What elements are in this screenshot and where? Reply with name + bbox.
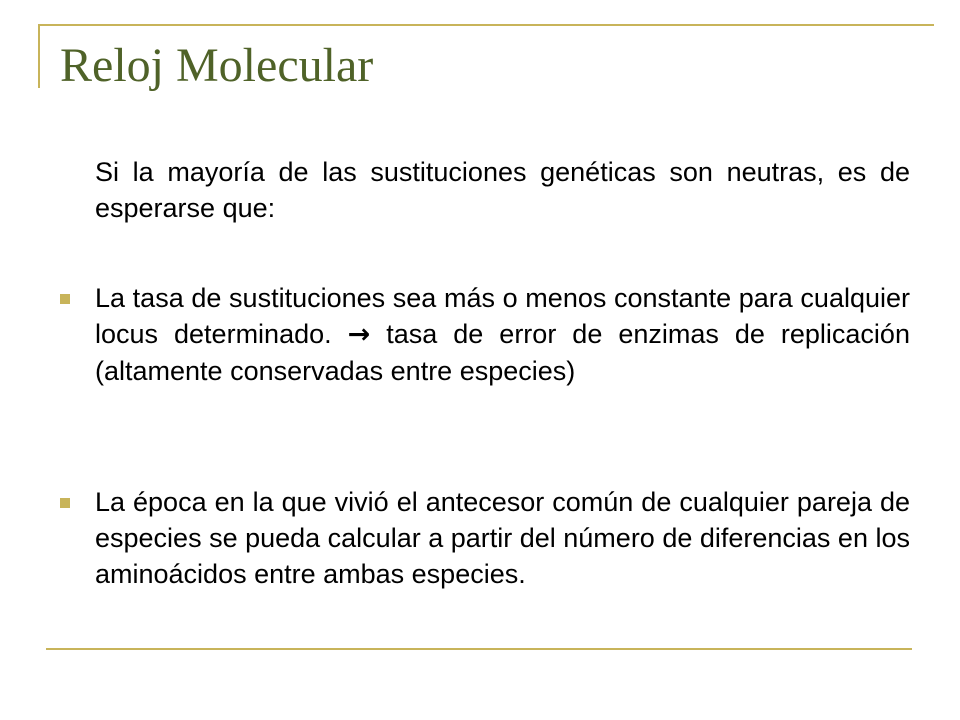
bullet-item [95,280,910,389]
frame-bottom-line [46,648,912,650]
bullet-text-continuation: tasa de error de enzimas de replicación (altamente conservadas entre especies) [95,319,910,386]
frame-left-line [38,24,40,88]
frame-top-line [38,24,934,26]
bullet-square-icon [60,498,70,508]
bullet-text: La tasa de sustituciones sea más o menos constante para cualquier locus determinado. [95,283,910,349]
bullet-square-icon [60,294,70,304]
slide-intro [95,154,910,226]
bullet-text: La época en la que vivió el antecesor común de cualquier pareja de especies se pueda calcular a partir del número de diferencias en los aminoácidos entre ambas especies. [95,487,910,589]
bullet-item [95,484,910,592]
slide-title: Reloj Molecular [60,39,374,92]
arrow-right-icon: → [347,319,371,350]
intro-text: Si la mayoría de las sustituciones genéticas son neutras, es de esperarse que: [95,157,910,223]
